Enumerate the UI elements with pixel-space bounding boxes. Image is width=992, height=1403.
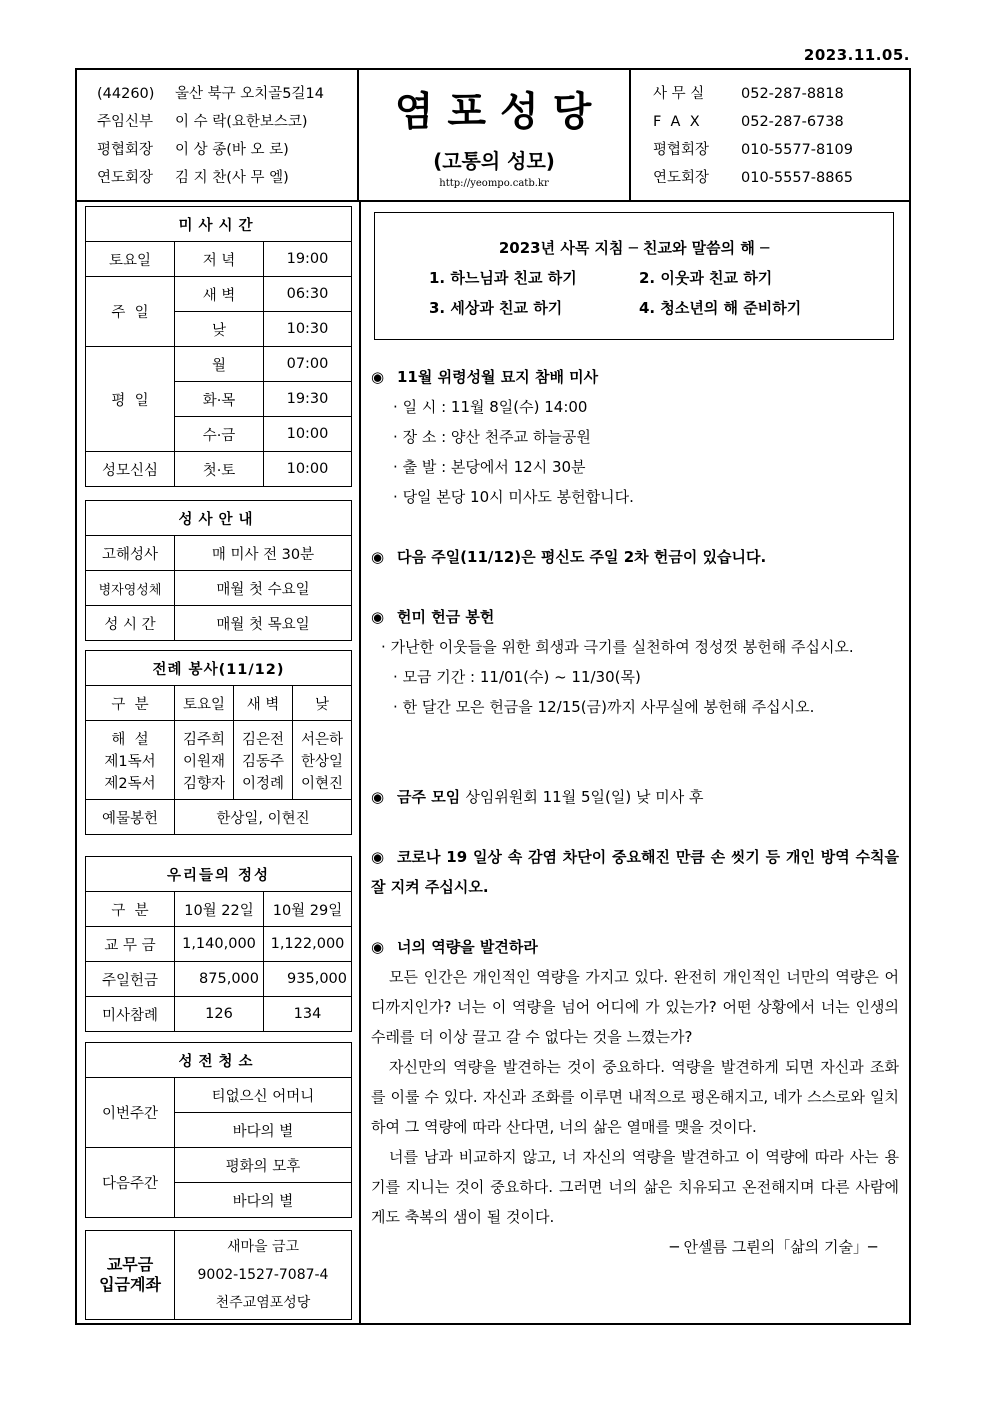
article-title: 너의 역량을 발견하라 — [397, 938, 538, 956]
notice-title: 11월 위령성월 묘지 참배 미사 — [397, 368, 599, 386]
dot-icon: · — [393, 428, 398, 446]
sun-day: 주 일 — [86, 277, 175, 347]
notice-title: 금주 모임 — [397, 788, 461, 806]
guideline-1: 1. 하느님과 친교 하기 — [429, 269, 577, 287]
notice-meeting — [371, 782, 899, 812]
parish-info — [77, 70, 359, 200]
notice-item: 한 달간 모은 헌금을 12/15(금)까지 사무실에 봉헌해 주십시오. — [402, 698, 815, 716]
reader1-day: 한상일 — [293, 749, 352, 771]
dot-icon: · — [393, 698, 398, 716]
reader1-dawn: 김동주 — [234, 749, 293, 771]
notice-rice-offering — [371, 602, 899, 722]
reflection-article — [371, 932, 899, 1262]
notice-item: 일 시 : 11월 8일(수) 14:00 — [402, 398, 588, 416]
sacraments-table — [85, 500, 352, 641]
notice-item: 모금 기간 : 11/01(수) ~ 11/30(목) — [402, 668, 641, 686]
article-paragraph: 자신만의 역량을 발견하는 것이 중요하다. 역량을 발견하게 되면 자신과 조화를 이룰 수 있다. 자신과 조화를 이루면 내적으로 평온해지고, 네가 스스로와 일치하여 그 역량에 따라 산다면, 너의 삶은 열매를 맺을 것이다. — [371, 1058, 899, 1136]
pastoral-guidelines — [374, 212, 894, 340]
dot-icon: · — [393, 668, 398, 686]
guideline-3: 3. 세상과 친교 하기 — [429, 299, 563, 317]
wed-fri-time: 10:00 — [264, 417, 352, 452]
sat-label: 저 녁 — [175, 242, 264, 277]
parish-url[interactable]: http://yeompo.catb.kr — [439, 178, 549, 189]
notice-item: 당일 본당 10시 미사도 봉헌합니다. — [402, 488, 634, 506]
council-phone-label: 평협회장 — [653, 142, 710, 158]
cleaning-table — [85, 1042, 352, 1218]
notice-item: 장 소 : 양산 천주교 하늘공원 — [402, 428, 591, 446]
sacraments-title: 성사안내 — [86, 501, 352, 536]
article-source: ─ 안셀름 그륀의「삶의 기술」─ — [669, 1238, 877, 1256]
liturgy-service-table — [85, 650, 352, 835]
pastor-label: 주임신부 — [97, 114, 154, 130]
bullet-icon: ◉ — [371, 938, 385, 956]
dot-icon: · — [393, 458, 398, 476]
bulletin-page — [75, 68, 911, 1325]
liturgy-header-dawn: 새 벽 — [234, 686, 293, 721]
prayer-phone: 010-5557-8865 — [741, 170, 853, 186]
bullet-icon: ◉ — [371, 788, 385, 806]
mon-label: 월 — [175, 347, 264, 382]
parish-title-block — [359, 70, 631, 200]
account-label-line1: 교무금 — [106, 1255, 154, 1274]
role-commentator: 해 설 — [86, 721, 175, 750]
this-week-group-a: 티없으신 어머니 — [175, 1078, 352, 1113]
next-week-group-b: 바다의 별 — [175, 1183, 352, 1218]
offering-value: 한상일, 이현진 — [175, 800, 352, 835]
dot-icon: · — [393, 398, 398, 416]
fax-label: F A X — [653, 114, 700, 130]
reader2-day: 이현진 — [293, 771, 352, 800]
notice-title: 헌미 헌금 봉헌 — [397, 608, 495, 626]
guideline-4: 4. 청소년의 해 준비하기 — [639, 299, 802, 317]
sick-communion-label: 병자영성체 — [86, 571, 175, 606]
notice-title: 다음 주일(11/12)은 평신도 주일 2차 헌금이 있습니다. — [397, 548, 767, 566]
prayer-phone-label: 연도회장 — [653, 170, 710, 186]
reader2-dawn: 이정례 — [234, 771, 293, 800]
council-phone: 010-5577-8109 — [741, 142, 853, 158]
offering-label: 예물봉헌 — [86, 800, 175, 835]
dot-icon: · — [381, 638, 386, 656]
mary-time: 10:00 — [264, 452, 352, 487]
parish-title: 염포성당 — [394, 89, 606, 135]
donations-header-oct22: 10월 22일 — [175, 892, 264, 927]
this-week-label: 이번주간 — [86, 1078, 175, 1148]
mass-times-table — [85, 206, 352, 487]
tue-thu-time: 19:30 — [264, 382, 352, 417]
liturgy-title: 전례 봉사(11/12) — [86, 651, 352, 686]
attendance-label: 미사참례 — [86, 997, 175, 1032]
notice-item: 가난한 이웃들을 위한 희생과 극기를 실천하여 정성껏 봉헌해 주십시오. — [390, 638, 854, 656]
commentator-dawn: 김은전 — [234, 721, 293, 750]
sat-time: 19:00 — [264, 242, 352, 277]
donations-header-oct29: 10월 29일 — [264, 892, 352, 927]
mass-times-title: 미사시간 — [86, 207, 352, 242]
dot-icon: · — [393, 488, 398, 506]
holy-hour-value: 매월 첫 목요일 — [175, 606, 352, 641]
wed-fri-label: 수·금 — [175, 417, 264, 452]
bullet-icon: ◉ — [371, 608, 385, 626]
office-phone: 052-287-8818 — [741, 86, 844, 102]
office-label: 사 무 실 — [653, 86, 705, 102]
liturgy-header-sat: 토요일 — [175, 686, 234, 721]
attendance-oct29: 134 — [264, 997, 352, 1032]
sat-day: 토요일 — [86, 242, 175, 277]
account-holder: 천주교염포성당 — [215, 1295, 311, 1311]
notice-text: 상임위원회 11월 5일(일) 낮 미사 후 — [465, 788, 704, 806]
attendance-oct22: 126 — [175, 997, 264, 1032]
reader2-sat: 김향자 — [175, 771, 234, 800]
contact-info — [631, 70, 909, 200]
tue-thu-label: 화·목 — [175, 382, 264, 417]
issue-date: 2023.11.05. — [803, 46, 910, 64]
confession-label: 고해성사 — [86, 536, 175, 571]
notice-item: 출 발 : 본당에서 12시 30분 — [402, 458, 586, 476]
donations-title: 우리들의 정성 — [86, 857, 352, 892]
next-week-label: 다음주간 — [86, 1148, 175, 1218]
sun-day-label: 낮 — [175, 312, 264, 347]
commentator-day: 서은하 — [293, 721, 352, 750]
account-label-line2: 입금계좌 — [99, 1275, 161, 1294]
account-number: 9002-1527-7087-4 — [197, 1267, 329, 1283]
sunday-collection-oct22: 875,000 — [175, 962, 264, 997]
council-president-name: 이 상 종(바 오 로) — [175, 142, 289, 158]
bulletin-header — [77, 70, 909, 202]
council-president-label: 평협회장 — [97, 142, 154, 158]
liturgy-header-day: 낮 — [293, 686, 352, 721]
role-reader2: 제2독서 — [86, 771, 175, 800]
guideline-2: 2. 이웃과 친교 하기 — [639, 269, 773, 287]
postal-code: (44260) — [97, 86, 155, 102]
sun-dawn-time: 06:30 — [264, 277, 352, 312]
sun-dawn-label: 새 벽 — [175, 277, 264, 312]
article-paragraph: 모든 인간은 개인적인 역량을 가지고 있다. 완전히 개인적인 너만의 역량은 어디까지인가? 너는 이 역량을 넘어 어디에 가 있는가? 어떤 상황에서 너는 인생의 수레를 더 이상 끌고 갈 수 없다는 것을 느꼈는가? — [371, 968, 899, 1046]
reader1-sat: 이원재 — [175, 749, 234, 771]
role-reader1: 제1독서 — [86, 749, 175, 771]
cleaning-title: 성전청소 — [86, 1043, 352, 1078]
tithe-oct22: 1,140,000 — [175, 927, 264, 962]
account-bank: 새마을 금고 — [226, 1239, 300, 1255]
tithe-label: 교 무 금 — [86, 927, 175, 962]
guidelines-title: 2023년 사목 지침 ─ 친교와 말씀의 해 ─ — [498, 239, 770, 257]
mon-time: 07:00 — [264, 347, 352, 382]
notice-title: 코로나 19 일상 속 감염 차단이 중요해진 만큼 손 씻기 등 개인 방역 수칙을 잘 지켜 주십시오. — [371, 848, 899, 896]
weekday-day: 평 일 — [86, 347, 175, 452]
account-label — [86, 1231, 175, 1320]
prayer-president-label: 연도회장 — [97, 170, 154, 186]
sidebar — [77, 200, 361, 1323]
bullet-icon: ◉ — [371, 368, 385, 386]
notice-memorial-mass — [371, 362, 899, 512]
donations-table — [85, 856, 352, 1032]
mary-label: 첫·토 — [175, 452, 264, 487]
next-week-group-a: 평화의 모후 — [175, 1148, 352, 1183]
address: 울산 북구 오치골5길14 — [175, 86, 324, 102]
donations-header-type: 구 분 — [86, 892, 175, 927]
article-paragraph: 너를 남과 비교하지 않고, 너 자신의 역량을 발견하고 이 역량에 따라 사는 용기를 지니는 것이 중요하다. 그러면 너의 삶은 치유되고 온전해지며 다른 사람에게도 축복의 샘이 될 것이다. — [371, 1148, 899, 1226]
main-content — [359, 200, 909, 1323]
bullet-icon: ◉ — [371, 548, 385, 566]
mary-day: 성모신심 — [86, 452, 175, 487]
sunday-collection-label: 주일헌금 — [86, 962, 175, 997]
pastor-name: 이 수 락(요한보스코) — [175, 114, 308, 130]
holy-hour-label: 성 시 간 — [86, 606, 175, 641]
parish-subtitle: (고통의 성모) — [433, 149, 555, 173]
account-table — [85, 1230, 352, 1320]
liturgy-header-role: 구 분 — [86, 686, 175, 721]
confession-value: 매 미사 전 30분 — [175, 536, 352, 571]
prayer-president-name: 김 지 찬(사 무 엘) — [175, 170, 289, 186]
notice-covid — [371, 842, 899, 902]
sunday-collection-oct29: 935,000 — [264, 962, 352, 997]
bullet-icon: ◉ — [371, 848, 385, 866]
sun-day-time: 10:30 — [264, 312, 352, 347]
tithe-oct29: 1,122,000 — [264, 927, 352, 962]
sick-communion-value: 매월 첫 수요일 — [175, 571, 352, 606]
account-details — [175, 1231, 352, 1320]
commentator-sat: 김주희 — [175, 721, 234, 750]
this-week-group-b: 바다의 별 — [175, 1113, 352, 1148]
notice-laity-sunday — [371, 542, 899, 572]
fax-number: 052-287-6738 — [741, 114, 844, 130]
